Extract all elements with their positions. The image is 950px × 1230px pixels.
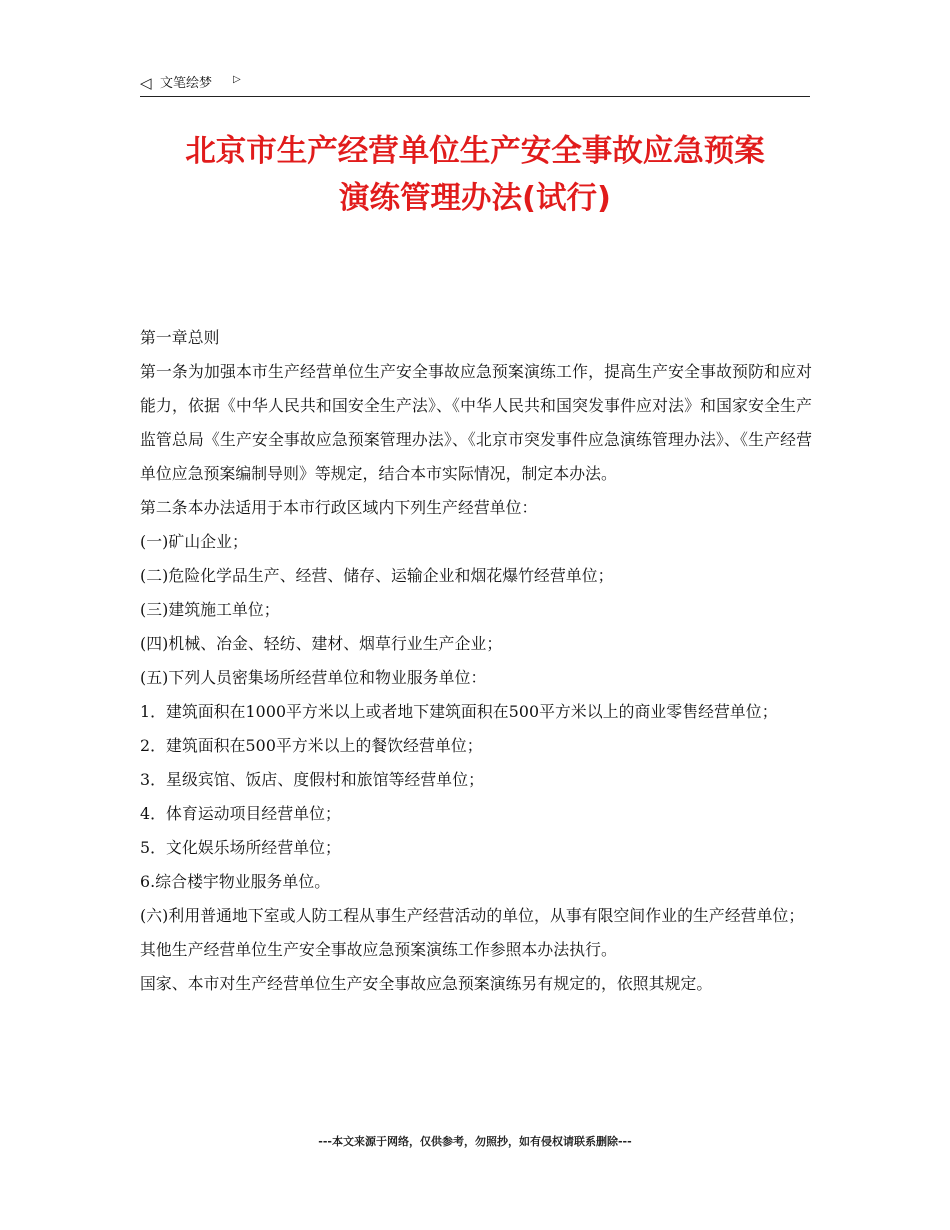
sub-list-item: 3．星级宾馆、饭店、度假村和旅馆等经营单位； [140, 770, 484, 789]
footer-disclaimer: ---本文来源于网络，仅供参考，勿照抄，如有侵权请联系删除--- [318, 1135, 632, 1148]
sub-list-item: 6.综合楼宇物业服务单位。 [140, 872, 331, 891]
list-item: (一)矿山企业； [140, 532, 248, 551]
document-body [140, 321, 812, 1001]
triangle-left-icon: ◁ [140, 74, 152, 92]
article-2-paragraph: 第二条本办法适用于本市行政区域内下列生产经营单位： [140, 498, 538, 517]
article-1-paragraph: 第一条为加强本市生产经营单位生产安全事故应急预案演练工作，提高生产安全事故预防和应对能力，依据《中华人民共和国安全生产法》、《中华人民共和国突发事件应对法》和国家安全生产监管总局《生产安全事故应急预案管理办法》、《北京市突发事件应急演练管理办法》、《生产经营单位应急预案编制导则》等规定，结合本市实际情况，制定本办法。 [140, 362, 812, 483]
triangle-right-icon: ▷ [233, 74, 241, 85]
list-item: (五)下列人员密集场所经营单位和物业服务单位： [140, 668, 487, 687]
title-line-2: 演练管理办法(试行) [339, 181, 611, 216]
page-header [140, 72, 810, 97]
sub-list-item: 4．体育运动项目经营单位； [140, 804, 341, 823]
header-brand: 文笔绘梦 [160, 76, 213, 91]
list-item: (二)危险化学品生产、经营、储存、运输企业和烟花爆竹经营单位； [140, 566, 614, 585]
title-line-1: 北京市生产经营单位生产安全事故应急预案 [185, 134, 765, 169]
list-item: (六)利用普通地下室或人防工程从事生产经营活动的单位，从事有限空间作业的生产经营单位； [140, 906, 805, 925]
body-paragraph: 国家、本市对生产经营单位生产安全事故应急预案演练另有规定的，依照其规定。 [140, 974, 713, 993]
list-item: (三)建筑施工单位； [140, 600, 280, 619]
sub-list-item: 1．建筑面积在1000平方米以上或者地下建筑面积在500平方米以上的商业零售经营单位； [140, 702, 778, 721]
body-paragraph: 其他生产经营单位生产安全事故应急预案演练工作参照本办法执行。 [140, 940, 617, 959]
list-item: (四)机械、冶金、轻纺、建材、烟草行业生产企业； [140, 634, 503, 653]
chapter-heading: 第一章总则 [140, 328, 220, 347]
document-title [140, 128, 810, 222]
sub-list-item: 2．建筑面积在500平方米以上的餐饮经营单位； [140, 736, 483, 755]
sub-list-item: 5．文化娱乐场所经营单位； [140, 838, 341, 857]
